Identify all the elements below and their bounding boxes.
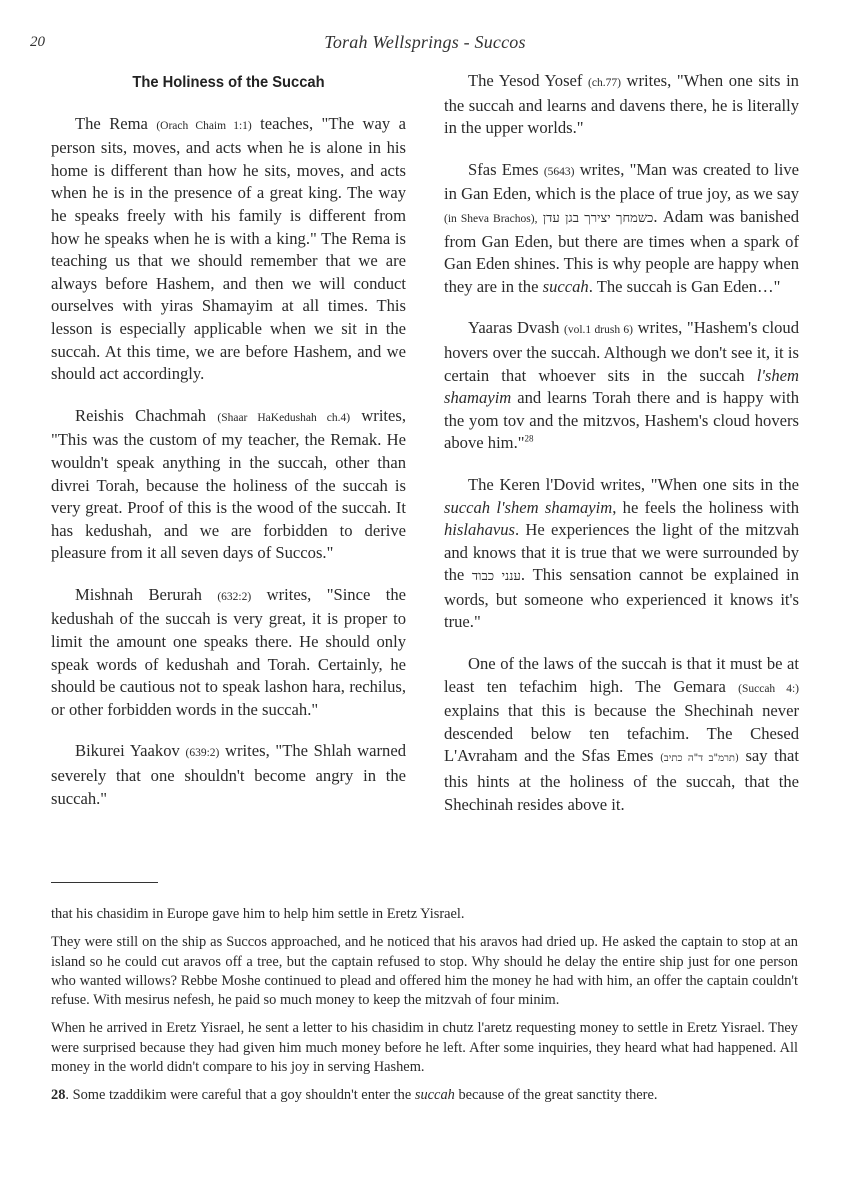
paragraph-mishnah-berurah xyxy=(51,584,406,722)
source-name: Sfas Emes xyxy=(468,159,539,179)
source-citation: (vol.1 drush 6) xyxy=(564,324,633,337)
paragraph-text: One of the laws of the succah is that it must be at least ten tefachim high. The Gemara xyxy=(444,654,799,696)
paragraph-text: writes, "When one sits in the succah and learns and davens there, he is literally in the upper worlds." xyxy=(444,71,799,138)
section-title: The Holiness of the Succah xyxy=(132,74,325,91)
footnote-continued-paragraph: They were still on the ship as Succos approached, and he noticed that his aravos had dried up. He asked the captain to stop at an island so he could cut aravos off a tree, but the captain refused to stop. Why should he delay the entire ship just for one person who wanted willows? Rebbe Moshe continued to plead and offered him the money he had with him, an offer the captain couldn't refuse. With mesirus nefesh, he paid so much money to keep the mitzvah of four minim. xyxy=(51,934,798,1009)
paragraph-reishis-chachmah xyxy=(51,405,406,565)
paragraph-sfas-emes xyxy=(444,159,799,299)
paragraph-text: teaches, "The way a person sits, moves, and acts when he is alone in his home is different than how he sits, moves, and acts when he is in the presence of a great king. The way he speaks freely with his family is different from how he speaks when he is with a king." The Rema is teaching us that we should remember that we are always before Hashem, and then we will conduct ourselves with yiras Shamayim at all times. This lesson is especially applicable when we sit in the succah. At this time, we are before Hashem, and we should act accordingly. xyxy=(51,113,406,384)
paragraph-text: say that this hints at the holiness of the succah, that the Shechinah resides above it. xyxy=(444,746,799,814)
paragraph-keren-ldovid xyxy=(444,474,799,634)
paragraph-text: explains that this is because the Shechinah never descended below ten tefachim. The Chesed L'Avraham and the Sfas Emes xyxy=(444,701,799,766)
paragraph-text: . Adam was banished from Gan Eden, but there are times when a spark of Gan Eden shines. This is why people are happy when they are in the xyxy=(444,206,799,296)
source-citation: (632:2) xyxy=(217,590,252,603)
left-column xyxy=(51,70,406,829)
footnote-continued-paragraph: When he arrived in Eretz Yisrael, he sent a letter to his chasidim in chutz l'aretz requesting money to settle in Eretz Yisrael. They were surprised because they had given him much money before he left. After some inquiries, they heard what had happened. All money in the world didn't compare to his joy in serving Hashem. xyxy=(51,1020,798,1076)
running-title: Torah Wellsprings - Succos xyxy=(324,32,526,52)
source-name: Mishnah Berurah xyxy=(75,584,202,604)
italic-term: succah xyxy=(542,276,589,296)
page-header xyxy=(30,32,820,58)
source-citation: (ch.77) xyxy=(588,77,621,89)
paragraph-text: . He experiences the light of the mitzvah and knows that it is true that we were surrounded by the xyxy=(444,520,799,585)
paragraph-text: writes, "The Shlah warned severely that one shouldn't become angry in the succah." xyxy=(51,741,406,808)
source-name: Bikurei Yaakov xyxy=(75,741,180,761)
footnote-text: . Some tzaddikim were careful that a goy shouldn't enter the xyxy=(65,1087,412,1104)
source-name: The Rema xyxy=(75,113,148,133)
source-name: Yaaras Dvash xyxy=(468,318,560,338)
italic-term: l'shem shamayim xyxy=(444,365,799,408)
paragraph-text: writes, "This was the custom of my teacher, the Remak. He wouldn't speak anything in the succah, other than divrei Torah, because the holiness of the succah is very great. Proof of this is the wood of the succah. It has kedushah, and we are forbidden to derive pleasure from it all seven days of Succos." xyxy=(51,405,407,563)
source-citation: (5643) xyxy=(543,165,575,178)
paragraph-yaaras-dvash xyxy=(444,317,799,455)
paragraph-text: . The succah is Gan Eden…" xyxy=(588,276,781,296)
source-citation: (639:2) xyxy=(185,747,220,760)
italic-term: hislahavus xyxy=(444,520,515,540)
footnote-text: because of the great sanctity there. xyxy=(458,1087,658,1104)
paragraph-rema xyxy=(51,113,406,386)
paragraph-text: . This sensation cannot be explained in words, but someone who experienced it knows it's true." xyxy=(444,565,799,632)
source-name: Reishis Chachmah xyxy=(75,405,207,425)
footnote-28 xyxy=(51,1086,798,1105)
paragraph-text: and learns Torah there and is happy with the yom tov and the mitzvos, Hashem's cloud hovers above him." xyxy=(444,388,799,453)
paragraph-text: , he feels the holiness with xyxy=(612,497,799,517)
source-name: The Yesod Yosef xyxy=(468,71,583,90)
paragraph-yesod-yosef xyxy=(444,70,799,140)
footnote-divider xyxy=(51,882,158,883)
page-number: 20 xyxy=(30,34,45,50)
source-citation: (in Sheva Brachos), xyxy=(444,212,538,225)
paragraph-text: writes, "Hashem's cloud hovers over the succah. Although we don't see it, it is certain that whoever sits in the succah xyxy=(444,318,799,385)
paragraph-laws-of-succah xyxy=(444,653,799,816)
source-citation: (Orach Chaim 1:1) xyxy=(156,119,252,132)
right-column xyxy=(444,70,799,835)
source-citation: (Shaar HaKedushah ch.4) xyxy=(217,411,351,424)
paragraph-text: The Keren l'Dovid writes, "When one sits in the xyxy=(468,474,799,494)
italic-term: succah xyxy=(414,1087,455,1104)
footnote-continued-paragraph: that his chasidim in Europe gave him to help him settle in Eretz Yisrael. xyxy=(51,906,465,922)
italic-term: succah l'shem shamayim xyxy=(444,497,613,517)
hebrew-term: ענני כבוד xyxy=(471,569,521,585)
footnote-number: 28 xyxy=(51,1087,66,1104)
footnote-reference[interactable]: 28 xyxy=(524,433,534,444)
source-citation: (Succah 4:) xyxy=(738,682,799,695)
hebrew-citation: (תרמ"ב ד"ה כתיב) xyxy=(660,753,739,765)
footnotes xyxy=(51,905,798,1115)
hebrew-quote: כשמחך יצירך בגן עדן xyxy=(542,210,654,226)
paragraph-bikurei-yaakov xyxy=(51,740,406,810)
paragraph-text: writes, "Since the kedushah of the succah is very great, it is proper to limit the amount one speaks there. He should only speak words of kedushah and Torah. Certainly, he should be cautious not to speak lashon hara, rechilus, or other forbidden words in the succah." xyxy=(51,584,406,719)
paragraph-text: writes, "Man was created to live in Gan Eden, which is the place of true joy, as we say xyxy=(444,159,799,204)
